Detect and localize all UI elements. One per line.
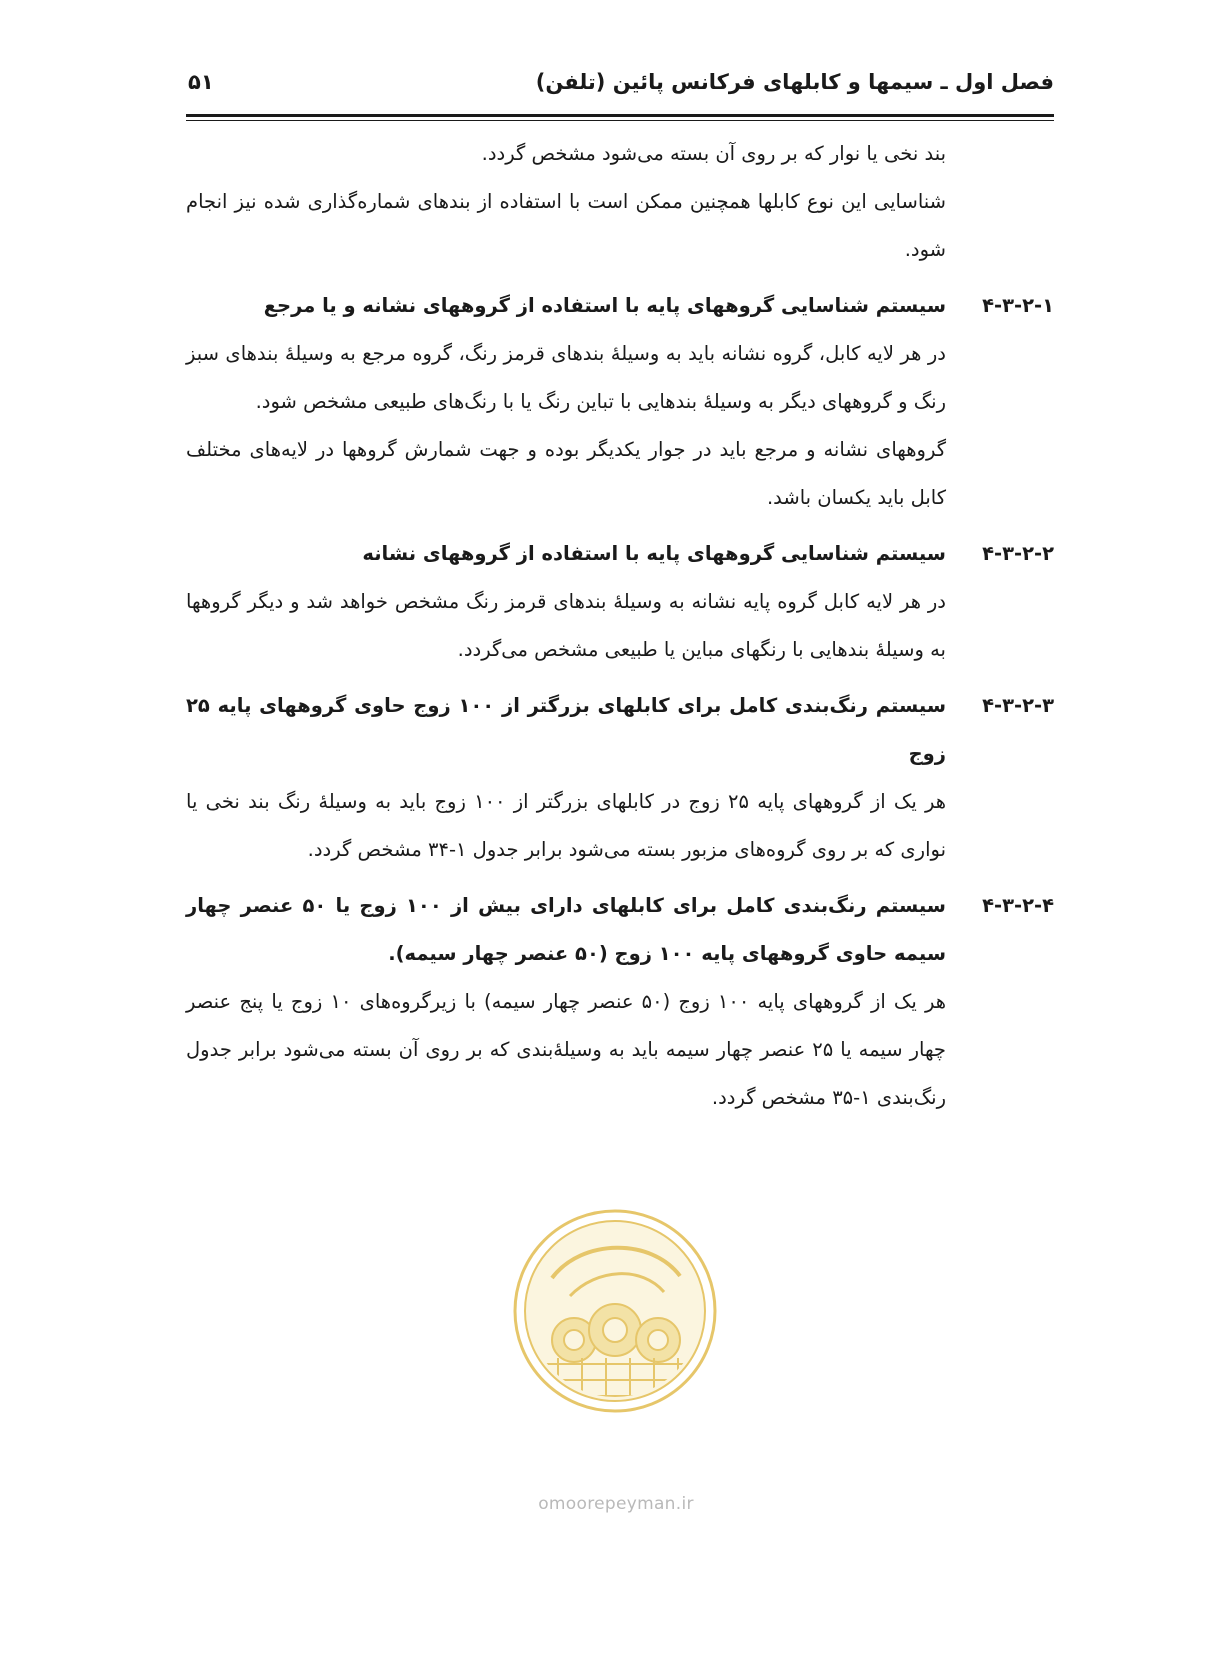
section-paragraph: هر یک از گروههای پایه ۲۵ زوج در کابلهای بزرگتر از ۱۰۰ زوج باید به وسیلهٔ رنگ بند نخی یا نواری که بر روی گروه‌های مزبور بسته می‌شود برابر جدول ۱-۳۴ مشخص گردد. bbox=[186, 790, 947, 861]
section-4-3-2-3 bbox=[186, 682, 1054, 874]
section-heading bbox=[186, 282, 1054, 330]
section-heading bbox=[186, 530, 1054, 578]
omoorepeyman-seal-icon bbox=[512, 1208, 718, 1414]
section-heading bbox=[186, 882, 1054, 978]
section-number: ۴-۳-۲-۴ bbox=[982, 894, 1054, 917]
section-paragraph: در هر لایه کابل گروه پایه نشانه به وسیلهٔ بندهای قرمز رنگ مشخص خواهد شد و دیگر گروهها به وسیلهٔ بندهایی با رنگهای مباین یا طبیعی مشخص می‌گردد. bbox=[186, 590, 946, 661]
section-4-3-2-1 bbox=[186, 282, 1054, 522]
section-4-3-2-4 bbox=[186, 882, 1054, 1122]
section-number: ۴-۳-۲-۱ bbox=[982, 294, 1054, 317]
section-title: سیستم رنگ‌بندی کامل برای کابلهای دارای بیش از ۱۰۰ زوج یا ۵۰ عنصر چهار سیمه حاوی گروههای پایه ۱۰۰ زوج (۵۰ عنصر چهار سیمه). bbox=[186, 894, 946, 965]
intro-paragraph-2: شناسایی این نوع کابلها همچنین ممکن است با استفاده از بندهای شماره‌گذاری شده نیز انجام شود. bbox=[186, 190, 946, 261]
section-paragraph: گروههای نشانه و مرجع باید در جوار یکدیگر بوده و جهت شمارش گروهها در لایه‌های مختلف کابل باید یکسان باشد. bbox=[186, 438, 946, 509]
section-number: ۴-۳-۲-۲ bbox=[982, 542, 1054, 565]
section-paragraph: در هر لایه کابل، گروه نشانه باید به وسیلهٔ بندهای قرمز رنگ، گروه مرجع به وسیلهٔ بندهای سبز رنگ و گروههای دیگر به وسیلهٔ بندهایی با تباین رنگ یا با رنگ‌های طبیعی مشخص شود. bbox=[186, 342, 946, 413]
section-number: ۴-۳-۲-۳ bbox=[982, 694, 1054, 717]
website-watermark: omoorepeyman.ir bbox=[538, 1494, 694, 1514]
section-title: سیستم شناسایی گروههای پایه با استفاده از گروههای نشانه bbox=[362, 542, 946, 565]
page-content bbox=[186, 130, 1054, 1122]
chapter-title: فصل اول ـ سیمها و کابلهای فرکانس پائین (تلفن) bbox=[535, 70, 1054, 94]
section-title: سیستم شناسایی گروههای پایه با استفاده از گروههای نشانه و یا مرجع bbox=[263, 294, 946, 317]
header-rule-thick bbox=[186, 114, 1054, 117]
section-title: سیستم رنگ‌بندی کامل برای کابلهای بزرگتر از ۱۰۰ زوج حاوی گروههای پایه ۲۵ زوج bbox=[186, 694, 946, 765]
watermark-logo bbox=[512, 1208, 718, 1414]
section-4-3-2-2 bbox=[186, 530, 1054, 674]
section-heading bbox=[186, 682, 1054, 778]
page-header bbox=[186, 62, 1054, 122]
page-number: ۵۱ bbox=[188, 70, 214, 94]
intro-paragraph-1: بند نخی یا نوار که بر روی آن بسته می‌شود مشخص گردد. bbox=[481, 142, 946, 165]
header-rule-thin bbox=[186, 120, 1054, 121]
section-paragraph: هر یک از گروههای پایه ۱۰۰ زوج (۵۰ عنصر چهار سیمه) با زیرگروه‌های ۱۰ زوج یا پنج عنصر چهار سیمه یا ۲۵ عنصر چهار سیمه باید به وسیلهٔ‌بندی که بر روی آن بسته می‌شود برابر جدول رنگ‌بندی ۱-۳۵ مشخص گردد. bbox=[186, 990, 946, 1109]
